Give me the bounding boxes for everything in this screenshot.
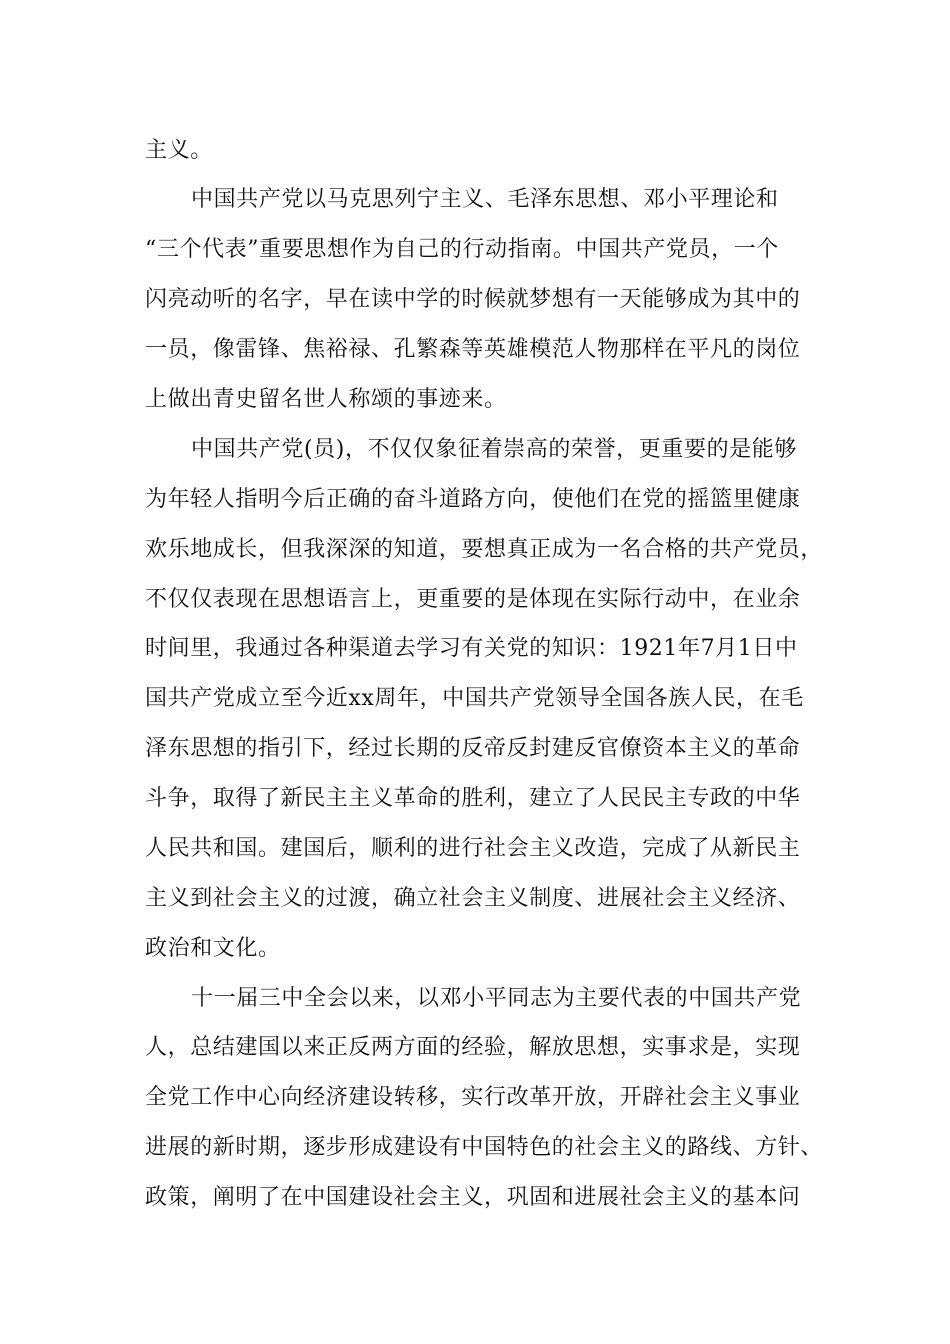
text-line: “三个代表”重要思想作为自己的行动指南。中国共产党员，一个 (145, 237, 779, 262)
text-line: 国共产党成立至今近xx周年，中国共产党领导全国各族人民，在毛 (145, 686, 804, 711)
text-line: 不仅仅表现在思想语言上，更重要的是体现在实际行动中，在业余 (145, 587, 801, 612)
text-line: 时间里，我通过各种渠道去学习有关党的知识：1921年7月1日中 (145, 636, 798, 661)
text-line: 政治和文化。 (145, 936, 281, 961)
text-line: 全党工作中心向经济建设转移，实行改革开放，开辟社会主义事业 (145, 1085, 801, 1110)
paragraph-first-line: 中国共产党(员)，不仅仅象征着崇高的荣誉，更重要的是能够 (191, 437, 797, 462)
text-line: 泽东思想的指引下，经过长期的反帝反封建反官僚资本主义的革命 (145, 736, 801, 761)
text-line: 主义。 (145, 138, 213, 163)
text-line: 为年轻人指明今后正确的奋斗道路方向，使他们在党的摇篮里健康 (145, 487, 801, 512)
text-line: 主义到社会主义的过渡，确立社会主义制度、进展社会主义经济、 (145, 886, 801, 911)
text-line: 欢乐地成长，但我深深的知道，要想真正成为一名合格的共产党员， (145, 537, 824, 562)
text-line: 上做出青史留名世人称颂的事迹来。 (145, 387, 507, 412)
text-line: 进展的新时期，逐步形成建设有中国特色的社会主义的路线、方针、 (145, 1135, 824, 1160)
text-line: 闪亮动听的名字，早在读中学的时候就梦想有一天能够成为其中的 (145, 287, 801, 312)
text-line: 政策，阐明了在中国建设社会主义，巩固和进展社会主义的基本问 (145, 1185, 801, 1210)
paragraph-first-line: 十一届三中全会以来，以邓小平同志为主要代表的中国共产党 (191, 986, 802, 1011)
text-line: 人，总结建国以来正反两方面的经验，解放思想，实事求是，实现 (145, 1035, 801, 1060)
text-line: 一员，像雷锋、焦裕禄、孔繁森等英雄模范人物那样在平凡的岗位 (145, 337, 801, 362)
text-line: 人民共和国。建国后，顺利的进行社会主义改造，完成了从新民主 (145, 836, 801, 861)
paragraph-first-line: 中国共产党以马克思列宁主义、毛泽东思想、邓小平理论和 (191, 187, 779, 212)
text-line: 斗争，取得了新民主主义革命的胜利，建立了人民民主专政的中华 (145, 786, 801, 811)
